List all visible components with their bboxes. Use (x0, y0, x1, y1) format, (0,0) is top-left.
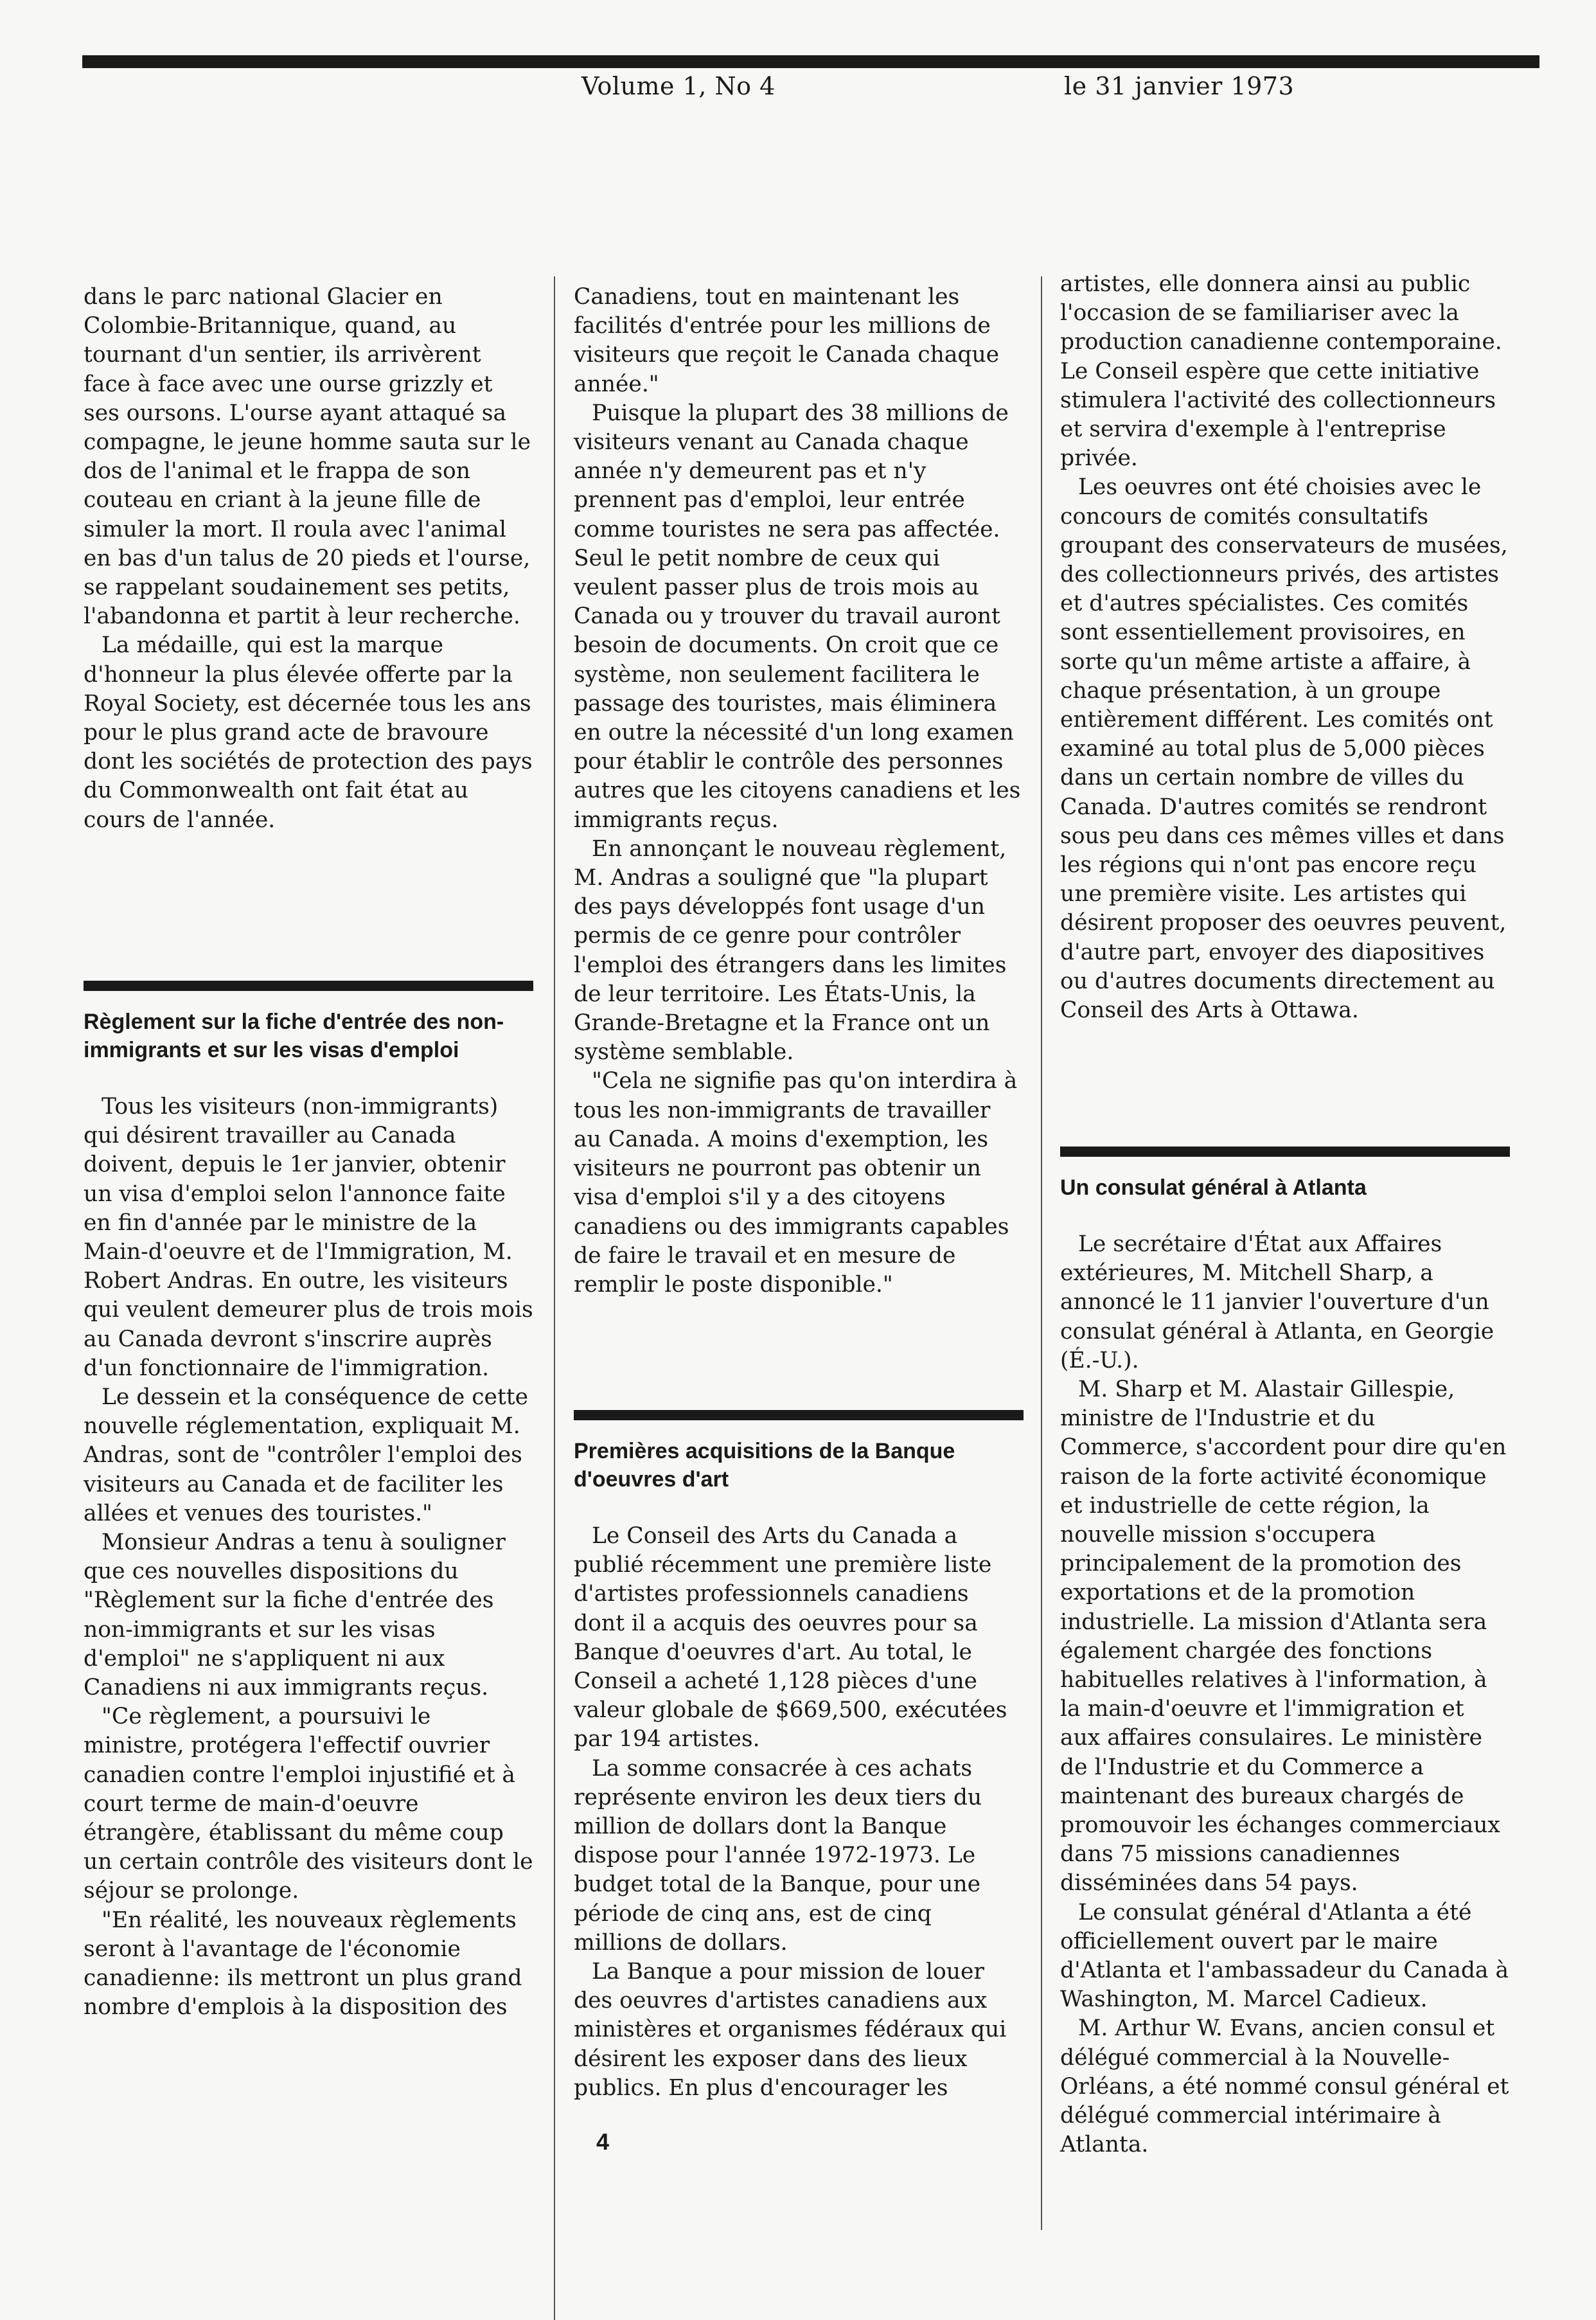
article-banque-oeuvres (574, 1410, 1024, 2103)
paragraph: Puisque la plupart des 38 millions de visiteurs venant au Canada chaque année n'y demeurent pas et n'y prennent pas d'emploi, leur entrée comme touristes ne sera pas affectée. Seul le petit nombre de ceux qui veulent passer plus de trois mois au Canada ou y trouver du travail auront besoin de documents. On croit que ce système, non seulement facilitera le passage des touristes, mais éliminera en outre la nécessité d'un long examen pour établir le contrôle des personnes autres que les citoyens canadiens et les immigrants reçus. (574, 400, 1021, 833)
article-visas (84, 981, 533, 2022)
column-2 (574, 283, 1024, 1299)
section-bar (84, 981, 533, 991)
paragraph: Tous les visiteurs (non-immigrants) qui désirent travailler au Canada doivent, depuis le 1er janvier, obtenir un visa d'emploi selon l'annonce faite en fin d'année par le ministre de la Main-d'oeuvre et de l'Immigration, M. Robert Andras. En outre, les visiteurs qui veulent demeurer plus de trois mois au Canada devront s'inscrire auprès d'un fonctionnaire de l'immigration. (84, 1094, 533, 1381)
column-divider (1041, 276, 1042, 2230)
issue-date: le 31 janvier 1973 (1064, 72, 1295, 100)
volume-number: Volume 1, No 4 (581, 72, 776, 100)
paragraph: "Ce règlement, a poursuivi le ministre, protégera l'effectif ouvrier canadien contre l'emploi injustifié et à court terme de main-d'oeuvre étrangère, établissant du même coup un certain contrôle des visiteurs dont le séjour se prolonge. (84, 1704, 533, 1904)
article-title: Règlement sur la fiche d'entrée des non-immigrants et sur les visas d'emploi (84, 1010, 504, 1062)
article-consulat-atlanta (1060, 1147, 1510, 2160)
paragraph: La somme consacrée à ces achats représente environ les deux tiers du million de dollars dont la Banque dispose pour l'année 1972-1973. Le budget total de la Banque, pour une période de cinq ans, est de cinq millions de dollars. (574, 1755, 982, 1956)
paragraph: La Banque a pour mission de louer des oeuvres d'artistes canadiens aux ministères et organismes fédéraux qui désirent les exposer dans des lieux publics. En plus d'encourager les (574, 1959, 1007, 2101)
paragraph: "En réalité, les nouveaux règlements seront à l'avantage de l'économie canadienne: ils mettront un plus grand nombre d'emplois à la disposition des (84, 1907, 522, 2021)
paragraph: M. Sharp et M. Alastair Gillespie, ministre de l'Industrie et du Commerce, s'accordent pour dire qu'en raison de la forte activité économique et industrielle de cette région, la nouvelle mission s'occupera principalement de la promotion des exportations et de la promotion industrielle. La mission d'Atlanta sera également chargée des fonctions habituelles relatives à l'information, à la main-d'oeuvre et l'immigration et aux affaires consulaires. Le ministère de l'Industrie et du Commerce a maintenant des bureaux chargés de promouvoir les échanges commerciaux dans 75 missions canadiennes disséminées dans 54 pays. (1060, 1377, 1507, 1896)
article-title: Premières acquisitions de la Banque d'oeuvres d'art (574, 1439, 955, 1492)
paragraph: M. Arthur W. Evans, ancien consul et délégué commercial à la Nouvelle-Orléans, a été nommé consul général et délégué commercial intérimaire à Atlanta. (1060, 2015, 1509, 2158)
column-divider (554, 276, 555, 2320)
paragraph: Le consulat général d'Atlanta a été officiellement ouvert par le maire d'Atlanta et l'ambassadeur du Canada à Washington, M. Marcel Cadieux. (1060, 1899, 1509, 2013)
paragraph: Le dessein et la conséquence de cette nouvelle réglementation, expliquait M. Andras, sont de "contrôler l'emploi des visiteurs au Canada et de faciliter les allées et venues des touristes." (84, 1384, 529, 1526)
paragraph: Monsieur Andras a tenu à souligner que ces nouvelles dispositions du "Règlement sur la fiche d'entrée des non-immigrants et sur les visas d'emploi" ne s'appliquent ni aux Canadiens ni aux immigrants reçus. (84, 1530, 506, 1701)
article-title: Un consulat général à Atlanta (1060, 1175, 1367, 1200)
section-bar (574, 1410, 1024, 1420)
top-rule (82, 55, 1539, 68)
section-bar (1060, 1147, 1510, 1157)
paragraph: artistes, elle donnera ainsi au public l'occasion de se familiariser avec la production canadienne contemporaine. Le Conseil espère que cette initiative stimulera l'activité des collectionneurs et servira d'exemple à l'entreprise privée. (1060, 271, 1502, 472)
paragraph: Les oeuvres ont été choisies avec le concours de comités consultatifs groupant des conservateurs de musées, des collectionneurs privés, des artistes et d'autres spécialistes. Ces comités sont essentiellement provisoires, en sorte qu'un même artiste a affaire, à chaque présentation, à un groupe entièrement différent. Les comités ont examiné au total plus de 5,000 pièces dans un certain nombre de villes du Canada. D'autres comités se rendront sous peu dans ces mêmes villes et dans les régions qui n'ont pas encore reçu une première visite. Les artistes qui désirent proposer des oeuvres peuvent, d'autre part, envoyer des diapositives ou d'autres documents directement au Conseil des Arts à Ottawa. (1060, 474, 1508, 1024)
paragraph: "Cela ne signifie pas qu'on interdira à tous les non-immigrants de travailler au Canada. A moins d'exemption, les visiteurs ne pourront pas obtenir un visa d'emploi s'il y a des citoyens canadiens ou des immigrants capables de faire le travail et en mesure de remplir le poste disponible." (574, 1068, 1018, 1298)
paragraph: Canadiens, tout en maintenant les facilités d'entrée pour les millions de visiteurs que reçoit le Canada chaque année." (574, 284, 1000, 397)
paragraph: dans le parc national Glacier en Colombie-Britannique, quand, au tournant d'un sentier, ils arrivèrent face à face avec une ourse grizzly et ses oursons. L'ourse ayant attaqué sa compagne, le jeune homme sauta sur le dos de l'animal et le frappa de son couteau en criant à la jeune fille de simuler la mort. Il roula avec l'animal en bas d'un talus de 20 pieds et l'ourse, se rappelant soudainement ses petits, l'abandonna et partit à leur recherche. (84, 284, 531, 630)
paragraph: Le secrétaire d'État aux Affaires extérieures, M. Mitchell Sharp, a annoncé le 11 janvier l'ouverture d'un consulat général à Atlanta, en Georgie (É.-U.). (1060, 1231, 1494, 1373)
page-number: 4 (596, 2128, 610, 2155)
paragraph: Le Conseil des Arts du Canada a publié récemment une première liste d'artistes professionnels canadiens dont il a acquis des oeuvres pour sa Banque d'oeuvres d'art. Au total, le Conseil a acheté 1,128 pièces d'une valeur globale de $669,500, exécutées par 194 artistes. (574, 1523, 1007, 1753)
paragraph: En annonçant le nouveau règlement, M. Andras a souligné que "la plupart des pays développés font usage d'un permis de ce genre pour contrôler l'emploi des étrangers dans les limites de leur territoire. Les États-Unis, la Grande-Bretagne et la France ont un système semblable. (574, 835, 1007, 1066)
column-3 (1060, 270, 1510, 1025)
paragraph: La médaille, qui est la marque d'honneur la plus élevée offerte par la Royal Society, est décernée tous les ans pour le plus grand acte de bravoure dont les sociétés de protection des pays du Commonwealth ont fait état au cours de l'année. (84, 632, 533, 833)
column-1 (84, 283, 533, 835)
